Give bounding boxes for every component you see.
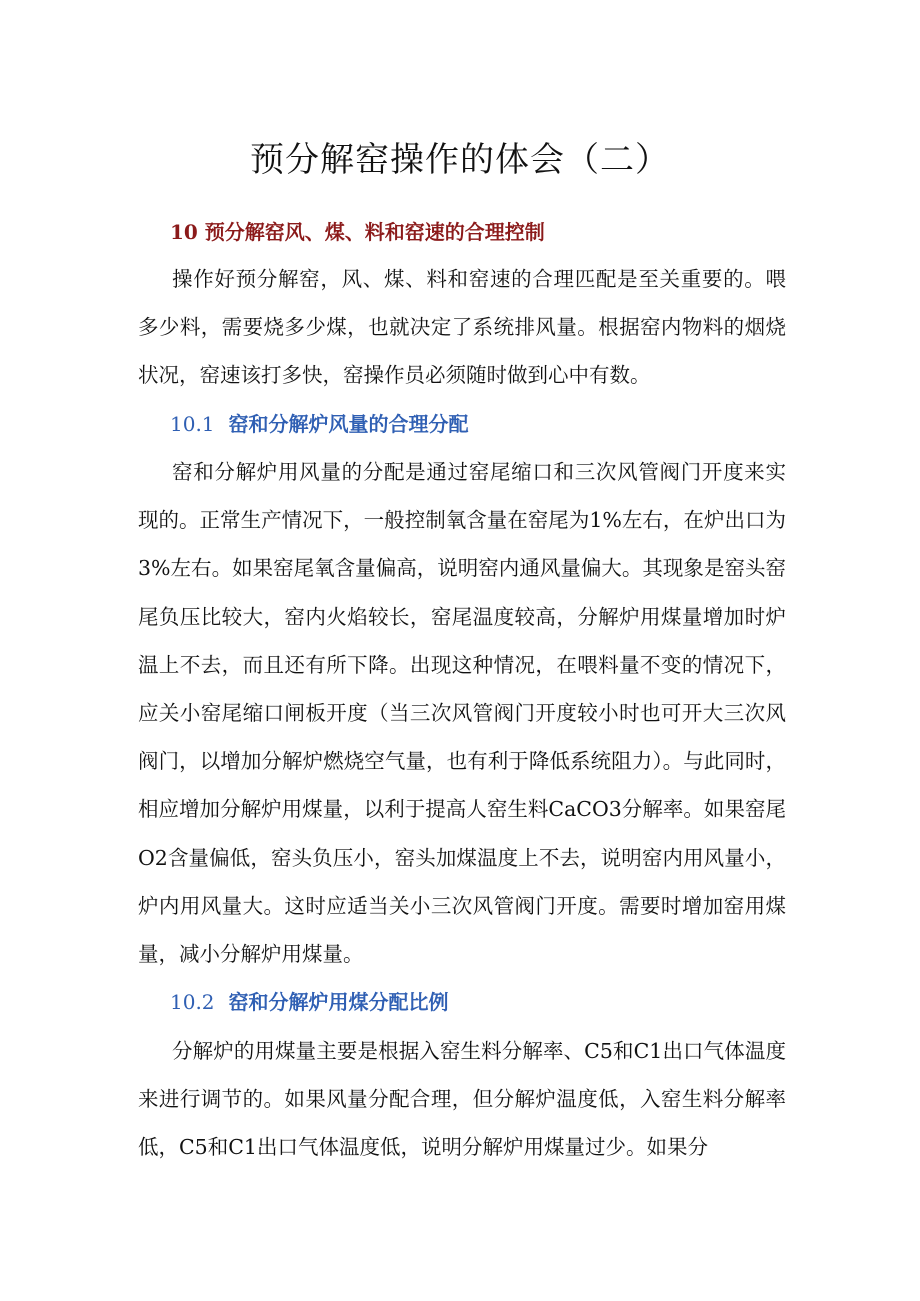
subsection-title: 窑和分解炉用煤分配比例 — [228, 990, 449, 1014]
section-paragraph: 操作好预分解窑，风、煤、料和窑速的合理匹配是至关重要的。喂多少料，需要烧多少煤，也就决定了系统排风量。根据窑内物料的烟烧状况，窑速该打多快，窑操作员必须随时做到心中有数。 — [138, 267, 786, 388]
subsection-title: 窑和分解炉风量的合理分配 — [228, 412, 469, 436]
subsection-paragraph-10-2: 分解炉的用煤量主要是根据入窑生料分解率、C5和C1出口气体温度来进行调节的。如果风量分配合理，但分解炉温度低，入窑生料分解率低，C5和C1出口气体温度低，说明分解炉用煤量过少。如果分 — [138, 1039, 786, 1160]
section-heading: 10 预分解窑风、煤、料和窑速的合理控制 — [170, 220, 545, 244]
subsection-number: 10.1 — [170, 412, 215, 436]
document-title: 预分解窑操作的体会（二） — [250, 140, 670, 180]
subsection-heading-10-2 — [170, 982, 449, 1022]
subsection-number: 10.2 — [170, 990, 215, 1014]
subsection-paragraph-10-1: 窑和分解炉用风量的分配是通过窑尾缩口和三次风管阀门开度来实现的。正常生产情况下，一般控制氧含量在窑尾为1%左右，在炉出口为3%左右。如果窑尾氧含量偏高，说明窑内通风量偏大。其现象是窑头窑尾负压比较大，窑内火焰较长，窑尾温度较高，分解炉用煤量增加时炉温上不去，而且还有所下降。出现这种情况，在喂料量不变的情况下，应关小窑尾缩口闸板开度（当三次风管阀门开度较小时也可开大三次风阀门，以增加分解炉燃烧空气量，也有利于降低系统阻力）。与此同时，相应增加分解炉用煤量，以利于提高人窑生料CaCO3分解率。如果窑尾O2含量偏低，窑头负压小，窑头加煤温度上不去，说明窑内用风量小，炉内用风量大。这时应适当关小三次风管阀门开度。需要时增加窑用煤量，减小分解炉用煤量。 — [138, 460, 786, 967]
subsection-heading-10-1 — [170, 404, 469, 444]
